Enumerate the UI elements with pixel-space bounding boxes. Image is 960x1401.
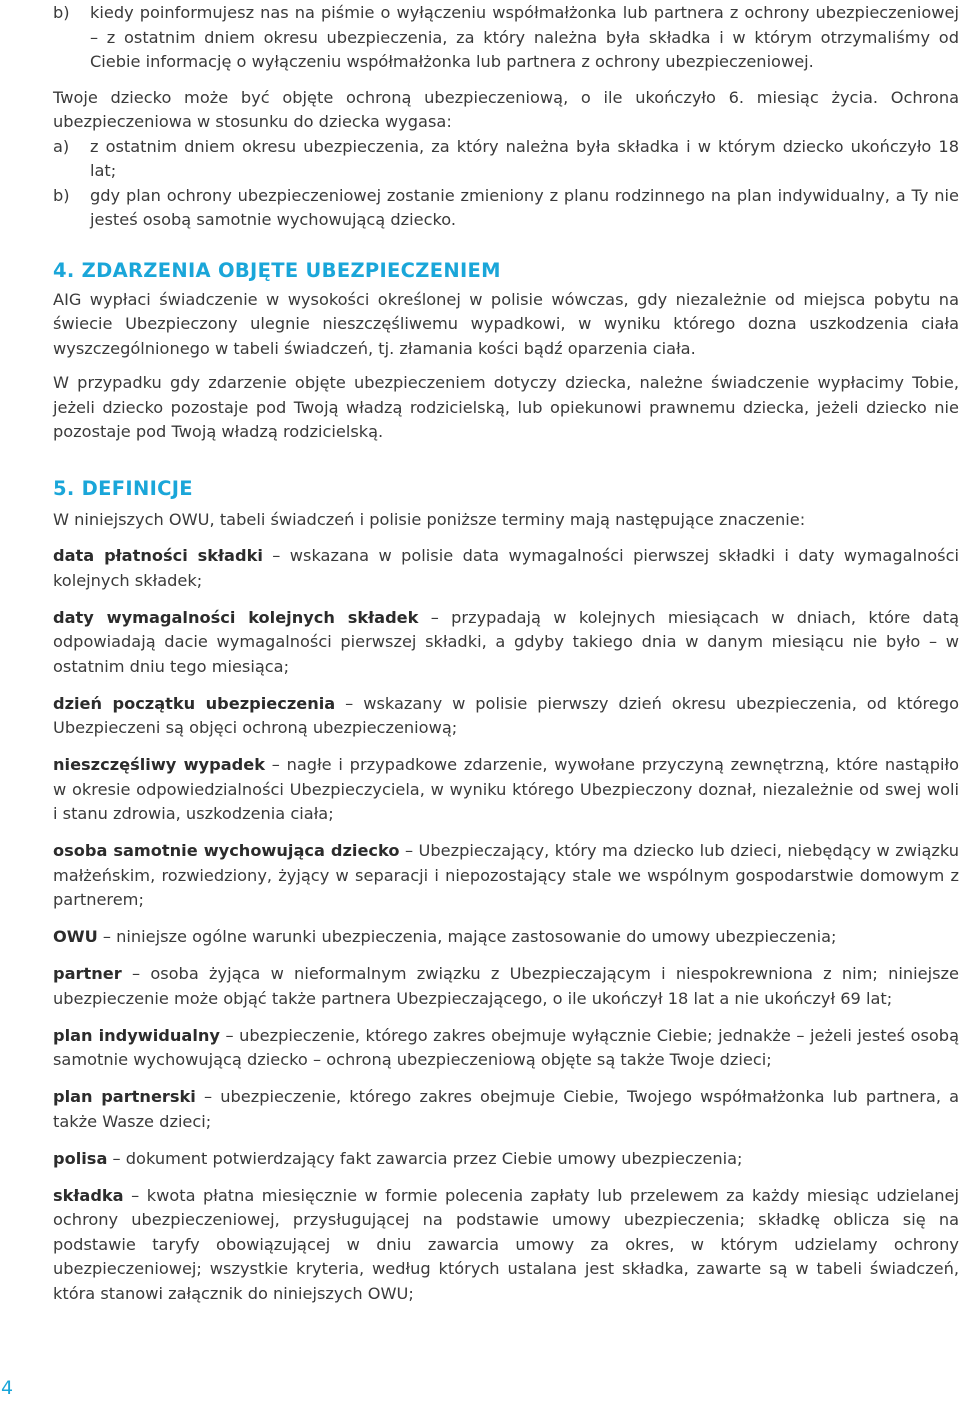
definition-term: składka [53, 1185, 124, 1205]
definition-item [53, 692, 959, 741]
list-marker: b) [53, 185, 70, 205]
section-5-heading: 5. DEFINICJE [53, 476, 193, 500]
definition-item [53, 1184, 959, 1307]
list-item-text: gdy plan ochrony ubezpieczeniowej zostanie zmieniony z planu rodzinnego na plan indywidualny, a Ty nie jesteś osobą samotnie wychowującą dziecko. [90, 185, 959, 229]
definition-term: polisa [53, 1148, 108, 1168]
definition-text: – wskazany w polisie pierwszy dzień okresu ubezpieczenia, od którego Ubezpieczeni są objęci ochroną ubezpieczeniową; [53, 693, 959, 737]
list-item-text: kiedy poinformujesz nas na piśmie o wyłączeniu współmałżonka lub partnera z ochrony ubezpieczeniowej – z ostatnim dniem okresu ubezpieczenia, za który należna była składka i w którym otrzymaliśmy od Ciebie informację o wyłączeniu współmałżonka lub partnera z ochrony ubezpieczeniowej. [90, 3, 959, 71]
definition-text: – niniejsze ogólne warunki ubezpieczenia, mające zastosowanie do umowy ubezpieczenia; [97, 927, 837, 946]
list-item-text: z ostatnim dniem okresu ubezpieczenia, za który należna była składka i w którym dziecko ukończyło 18 lat; [90, 136, 959, 180]
definition-text: – wskazana w polisie data wymagalności pierwszej składki i daty wymagalności kolejnych składek; [53, 546, 960, 590]
definition-term: plan indywidualny [53, 1025, 220, 1045]
document-body [53, 0, 959, 1319]
definition-term: partner [53, 964, 122, 983]
definitions-list [53, 544, 959, 1306]
definition-text: – ubezpieczenie, którego zakres obejmuje wyłącznie Ciebie; jednakże – jeżeli jesteś osobą samotnie wychowującą dziecko – ochroną ubezpieczeniową objęte są także Twoje dzieci; [53, 1025, 960, 1069]
definition-text: – dokument potwierdzający fakt zawarcia przez Ciebie umowy ubezpieczenia; [107, 1148, 743, 1168]
definition-term: nieszczęśliwy wypadek [53, 755, 265, 774]
child-coverage-paragraph: Twoje dziecko może być objęte ochroną ubezpieczeniową, o ile ukończyło 6. miesiąc życia. Ochrona ubezpieczeniowa w stosunku do dziecka wygasa: [53, 87, 959, 131]
definition-term: daty wymagalności kolejnych składek [53, 607, 419, 627]
intro-list [53, 1, 959, 75]
definition-text: – kwota płatna miesięcznie w formie polecenia zapłaty lub przelewem za każdy miesiąc udzielanej ochrony ubezpieczeniowej, przysługującej na podstawie umowy ubezpieczenia; składkę oblicza się na podstawie taryfy obowiązującej w dniu zawarcia umowy za okres, w którym udzielamy ochrony ubezpieczeniowej; wszystkie kryteria, według których ustalana jest składka, zawarte są w tabeli świadczeń, która stanowi załącznik do niniejszych OWU; [53, 1185, 959, 1303]
definition-text: – nagłe i przypadkowe zdarzenie, wywołane przyczyną zewnętrzną, które nastąpiło w okresie odpowiedzialności Ubezpieczyciela, w wyniku którego Ubezpieczony doznał, niezależnie od swej woli i stanu zdrowia, uszkodzenia ciała; [53, 755, 960, 823]
definition-item [53, 544, 959, 593]
definition-term: plan partnerski [53, 1087, 196, 1106]
definition-item [53, 962, 959, 1011]
list-item [53, 184, 959, 233]
child-expiry-list [53, 135, 959, 233]
definition-text: – Ubezpieczający, który ma dziecko lub dzieci, niebędący w związku małżeńskim, rozwiedziony, żyjący w separacji i niepozostający stale we wspólnym gospodarstwie domowym z partnerem; [53, 841, 959, 909]
definition-term: dzień początku ubezpieczenia [53, 693, 336, 713]
definition-text: – ubezpieczenie, którego zakres obejmuje Ciebie, Twojego współmałżonka lub partnera, a także Wasze dzieci; [53, 1087, 960, 1131]
section-5-intro: W niniejszych OWU, tabeli świadczeń i polisie poniższe terminy mają następujące znaczenie: [53, 509, 806, 529]
list-marker: b) [53, 3, 70, 22]
list-marker: a) [53, 136, 70, 156]
definition-item [53, 753, 959, 827]
definition-item [53, 1024, 959, 1073]
definition-text: – przypadają w kolejnych miesiącach w dniach, które datą odpowiadają dacie wymagalności pierwszej składki, a gdyby takiego dnia w danym miesiącu nie było – w ostatnim dniu tego miesiąca; [53, 607, 959, 676]
section-4-paragraph-2: W przypadku gdy zdarzenie objęte ubezpieczeniem dotyczy dziecka, należne świadczenie wypłacimy Tobie, jeżeli dziecko pozostaje pod Twoją władzą rodzicielską, lub opiekunowi prawnemu dziecka, jeżeli dziecko nie pozostaje pod Twoją władzą rodzicielską. [53, 373, 959, 441]
page-number: 4 [1, 1377, 14, 1399]
definition-item [53, 1147, 959, 1172]
definition-item [53, 1085, 959, 1134]
definition-item [53, 606, 959, 680]
definition-term: OWU [53, 927, 98, 946]
definition-item [53, 839, 959, 913]
definition-term: osoba samotnie wychowująca dziecko [53, 841, 400, 860]
section-4-paragraph-1: AIG wypłaci świadczenie w wysokości określonej w polisie wówczas, gdy niezależnie od miejsca pobytu na świecie Ubezpieczony ulegnie nieszczęśliwemu wypadkowi, w wyniku którego dozna uszkodzenia ciała wyszczególnionego w tabeli świadczeń, tj. złamania kości bądź oparzenia ciała. [53, 289, 959, 358]
section-4-heading: 4. ZDARZENIA OBJĘTE UBEZPIECZENIEM [53, 258, 501, 282]
list-item [53, 135, 959, 184]
definition-text: – osoba żyjąca w nieformalnym związku z Ubezpieczającym i niespokrewniona z nim; niniejsze ubezpieczenie może objąć także partnera Ubezpieczającego, o ile ukończył 18 lat a nie ukończył 69 lat; [53, 964, 959, 1008]
definition-term: data płatności składki [53, 546, 263, 565]
definition-item [53, 925, 959, 950]
list-item [53, 1, 959, 75]
